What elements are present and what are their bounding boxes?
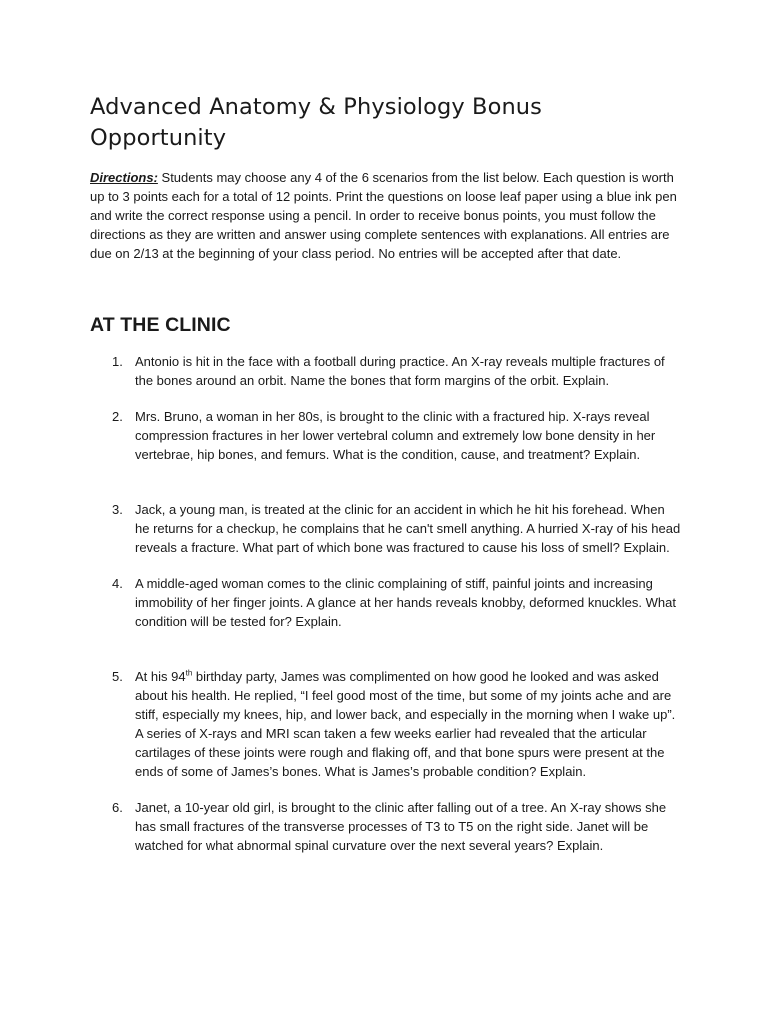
document-page xyxy=(90,92,682,855)
question-list xyxy=(90,352,682,855)
question-item-6 xyxy=(90,798,682,855)
question-text: A middle-aged woman comes to the clinic complaining of stiff, painful joints and increasing immobility of her finger joints. A glance at her hands reveals knobby, deformed knuckles. What condition will be tested for? Explain. xyxy=(135,576,676,629)
question-text-start: At his 94 xyxy=(135,669,186,684)
question-item-4 xyxy=(90,574,682,631)
question-text-rest: birthday party, James was complimented on how good he looked and was asked about his health. He replied, “I feel good most of the time, but some of my joints ache and are stiff, especially my knees, hip, and lower back, and especially in the morning when I wake up”. A series of X-rays and MRI scan taken a few weeks earlier had revealed that the articular cartilages of these joints were rough and flaking off, and that bone spurs were present at the ends of some of James’s bones. What is James’s probable condition? Explain. xyxy=(135,669,676,779)
question-number: 6. xyxy=(112,800,123,815)
ordinal-suffix: th xyxy=(185,668,193,678)
question-number: 1. xyxy=(112,354,123,369)
question-number: 2. xyxy=(112,409,123,424)
question-number: 4. xyxy=(112,576,123,591)
question-item-3 xyxy=(90,500,682,557)
question-number: 5. xyxy=(112,669,123,684)
question-text: Antonio is hit in the face with a football during practice. An X-ray reveals multiple fractures of the bones around an orbit. Name the bones that form margins of the orbit. Explain. xyxy=(135,354,665,388)
question-item-1 xyxy=(90,352,682,390)
question-text: Mrs. Bruno, a woman in her 80s, is brought to the clinic with a fractured hip. X-rays reveal compression fractures in her lower vertebral column and extremely low bone density in her vertebrae, hip bones, and femurs. What is the condition, cause, and treatment? Explain. xyxy=(135,409,656,462)
question-item-5 xyxy=(90,667,682,781)
directions-label: Directions: xyxy=(90,170,158,185)
directions-paragraph xyxy=(90,168,682,263)
question-item-2 xyxy=(90,407,682,464)
document-title: Advanced Anatomy & Physiology Bonus Opportunity xyxy=(90,94,542,151)
section-heading: AT THE CLINIC xyxy=(90,314,231,336)
question-text xyxy=(135,669,675,779)
question-text: Jack, a young man, is treated at the clinic for an accident in which he hit his forehead. When he returns for a checkup, he complains that he can't smell anything. A hurried X-ray of his head reveals a fracture. What part of which bone was fractured to cause his loss of smell? Explain. xyxy=(135,502,681,555)
directions-text: Students may choose any 4 of the 6 scenarios from the list below. Each question is worth up to 3 points each for a total of 12 points. Print the questions on loose leaf paper using a blue ink pen and write the correct response using a pencil. In order to receive bonus points, you must follow the directions as they are written and answer using complete sentences with explanations. All entries are due on 2/13 at the beginning of your class period. No entries will be accepted after that date. xyxy=(90,170,677,261)
question-number: 3. xyxy=(112,502,123,517)
question-text: Janet, a 10-year old girl, is brought to the clinic after falling out of a tree. An X-ray shows she has small fractures of the transverse processes of T3 to T5 on the right side. Janet will be watched for what abnormal spinal curvature over the next several years? Explain. xyxy=(135,800,667,853)
